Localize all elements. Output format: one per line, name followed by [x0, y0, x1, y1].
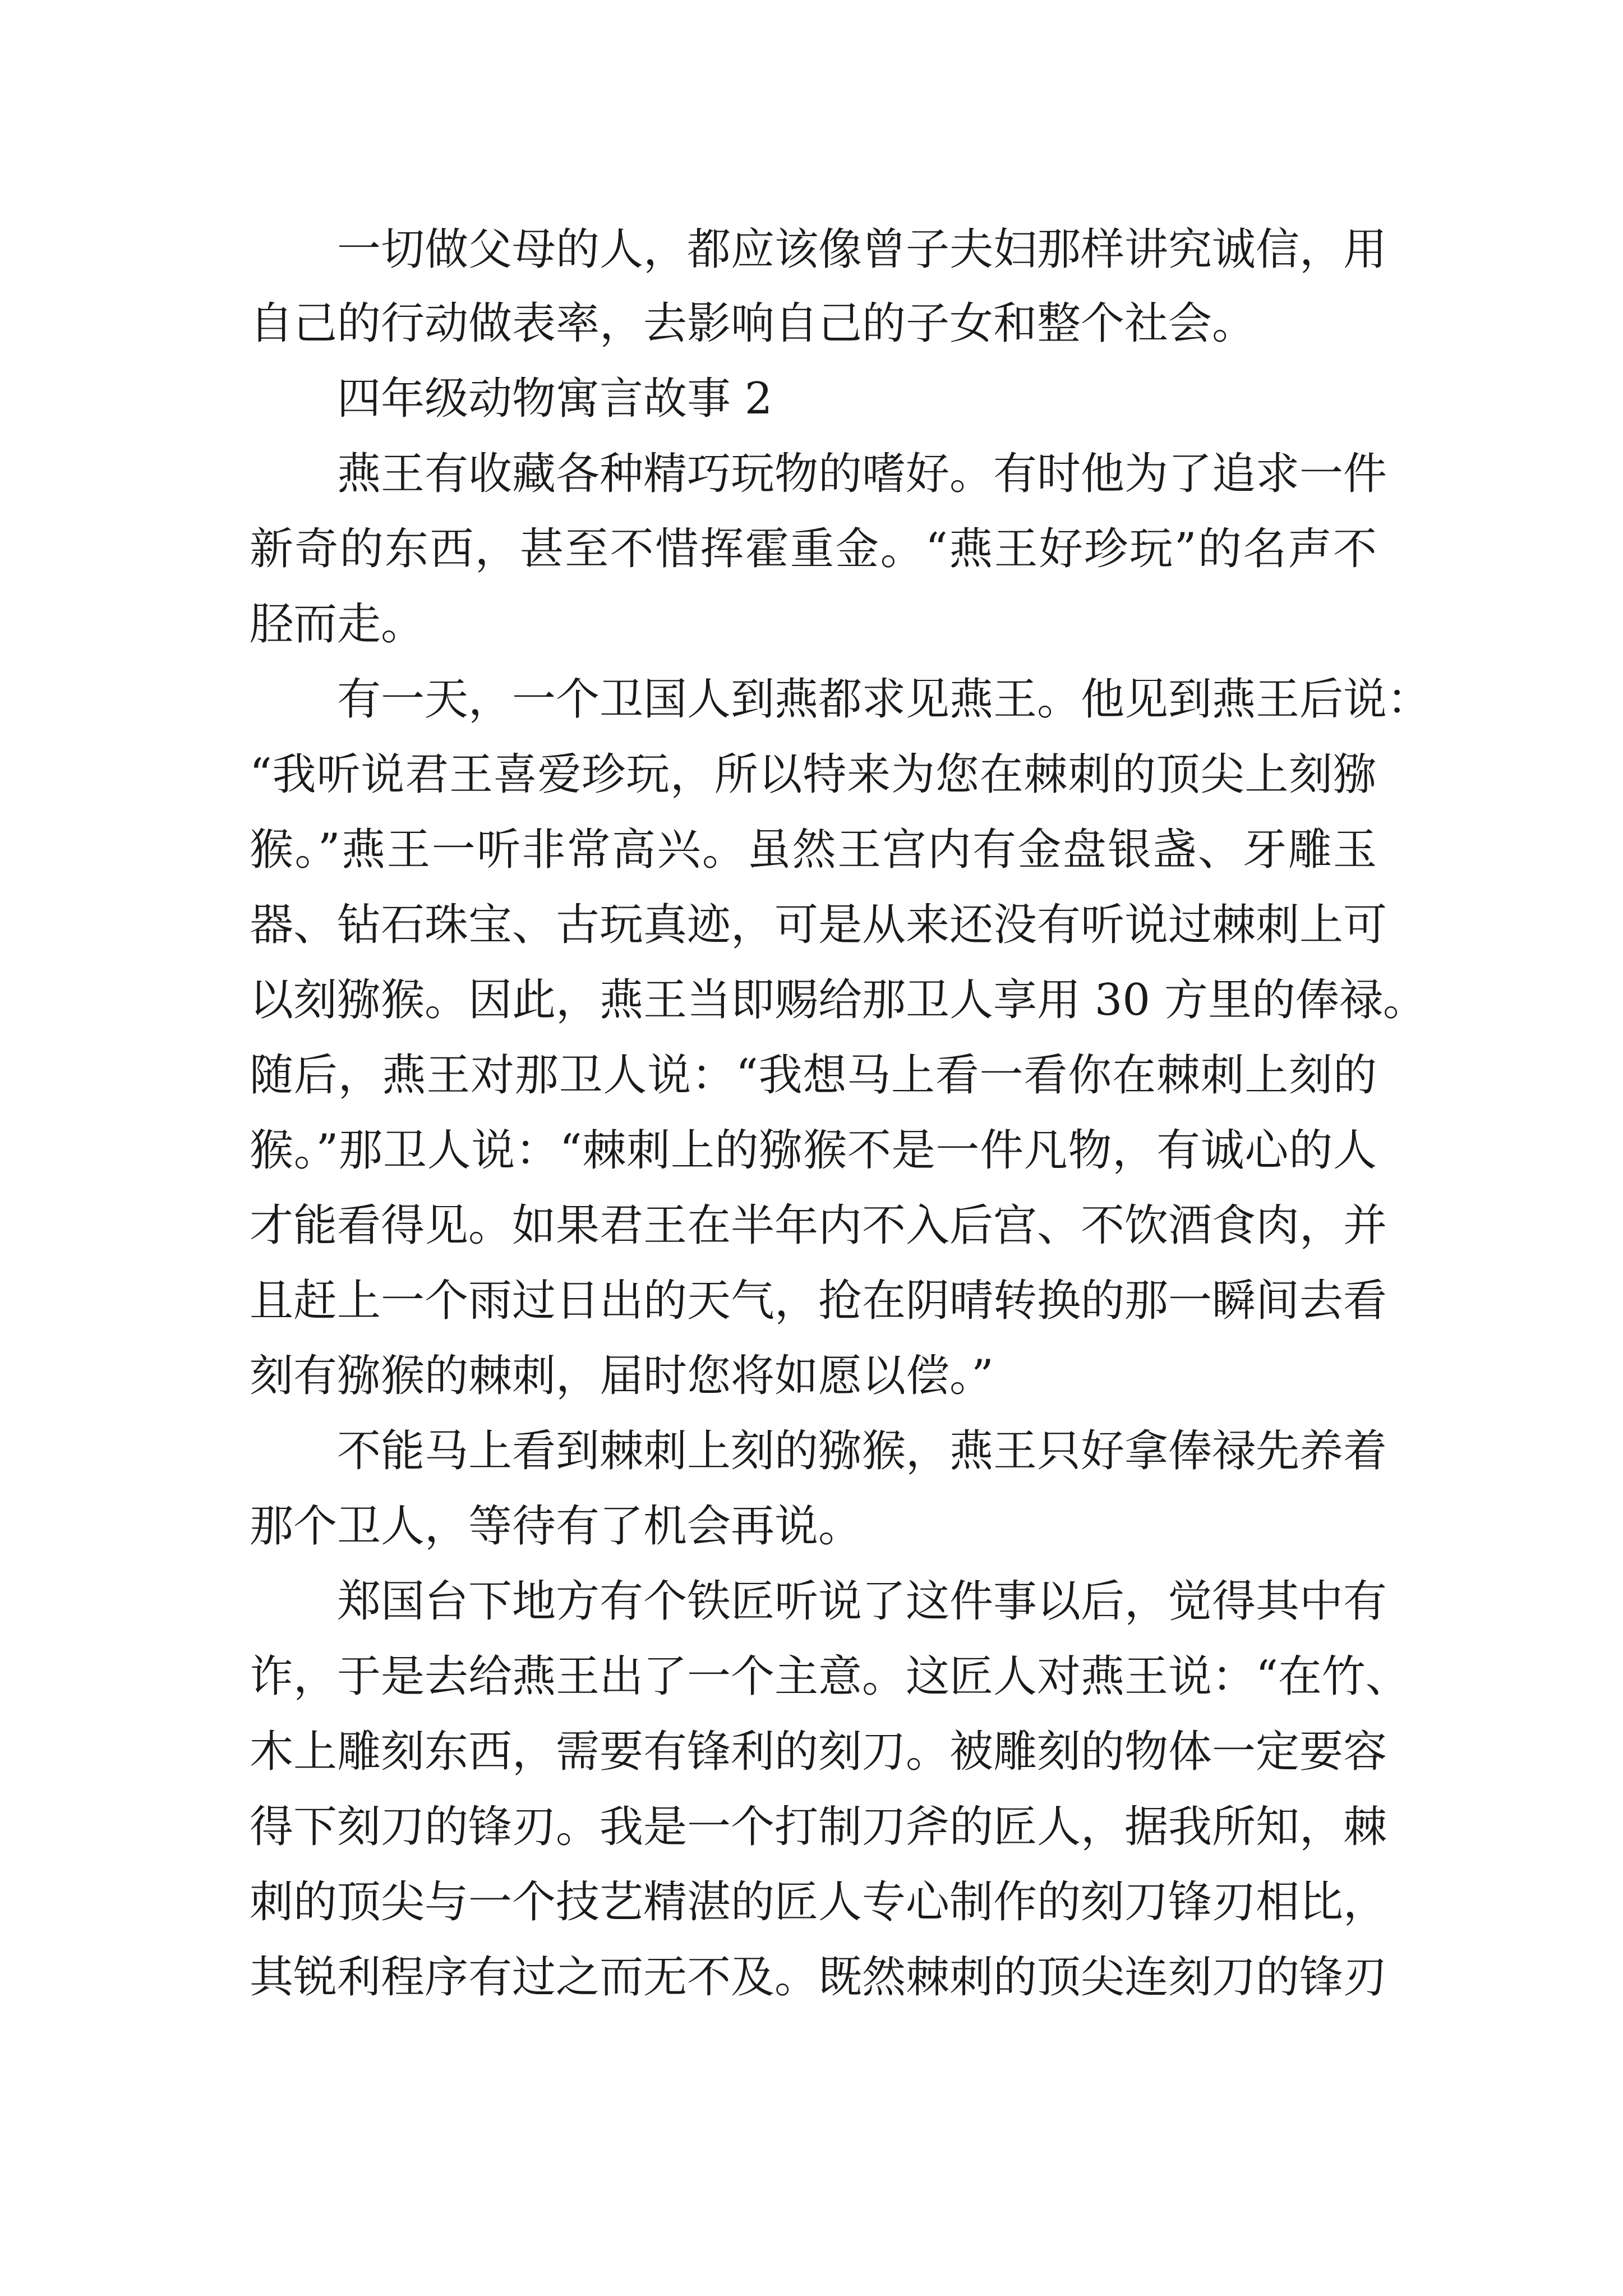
text-line: 燕王有收藏各种精巧玩物的嗜好。有时他为了追求一件 [337, 449, 1387, 499]
text-line: 一切做父母的人，都应该像曾子夫妇那样讲究诚信，用 [337, 224, 1387, 275]
text-line: 新奇的东西，甚至不惜挥霍重金。“燕王好珍玩”的名声不 [250, 524, 1377, 574]
text-line: 自己的行动做表率，去影响自己的子女和整个社会。 [250, 298, 1256, 349]
text-line: 木上雕刻东西，需要有锋利的刻刀。被雕刻的物体一定要容 [250, 1727, 1387, 1777]
text-line: 其锐利程序有过之而无不及。既然棘刺的顶尖连刻刀的锋刃 [250, 1952, 1387, 2003]
text-line: 诈，于是去给燕王出了一个主意。这匠人对燕王说：“在竹、 [250, 1651, 1409, 1702]
text-line: 那个卫人，等待有了机会再说。 [250, 1501, 863, 1552]
text-line: 且赶上一个雨过日出的天气，抢在阴晴转换的那一瞬间去看 [250, 1276, 1387, 1326]
text-line: 以刻猕猴。因此，燕王当即赐给那卫人享用 30 方里的俸禄。 [250, 975, 1427, 1025]
text-line: 刻有猕猴的棘刺，届时您将如愿以偿。” [250, 1351, 994, 1401]
text-line: 不能马上看到棘刺上刻的猕猴，燕王只好拿俸禄先养着 [337, 1426, 1387, 1476]
text-line: 刺的顶尖与一个技艺精湛的匠人专心制作的刻刀锋刃相比， [250, 1877, 1387, 1927]
text-line: 器、钻石珠宝、古玩真迹，可是从来还没有听说过棘刺上可 [250, 900, 1387, 950]
text-line: 才能看得见。如果君王在半年内不入后宫、不饮酒食肉，并 [250, 1200, 1387, 1251]
text-line: 猴。”燕王一听非常高兴。虽然王宫内有金盘银盏、牙雕玉 [250, 825, 1377, 875]
text-line: 得下刻刀的锋刃。我是一个打制刀斧的匠人，据我所知，棘 [250, 1802, 1387, 1852]
text-line: 郑国台下地方有个铁匠听说了这件事以后，觉得其中有 [337, 1576, 1387, 1627]
section-heading: 四年级动物寓言故事 2 [337, 374, 773, 424]
text-line: 有一天，一个卫国人到燕都求见燕王。他见到燕王后说： [337, 674, 1431, 725]
text-line: 胫而走。 [250, 599, 425, 650]
text-line: 猴。”那卫人说：“棘刺上的猕猴不是一件凡物，有诚心的人 [250, 1125, 1377, 1176]
text-line: “我听说君王喜爱珍玩，所以特来为您在棘刺的顶尖上刻猕 [250, 749, 1377, 800]
text-line: 随后，燕王对那卫人说：“我想马上看一看你在棘刺上刻的 [250, 1050, 1377, 1101]
